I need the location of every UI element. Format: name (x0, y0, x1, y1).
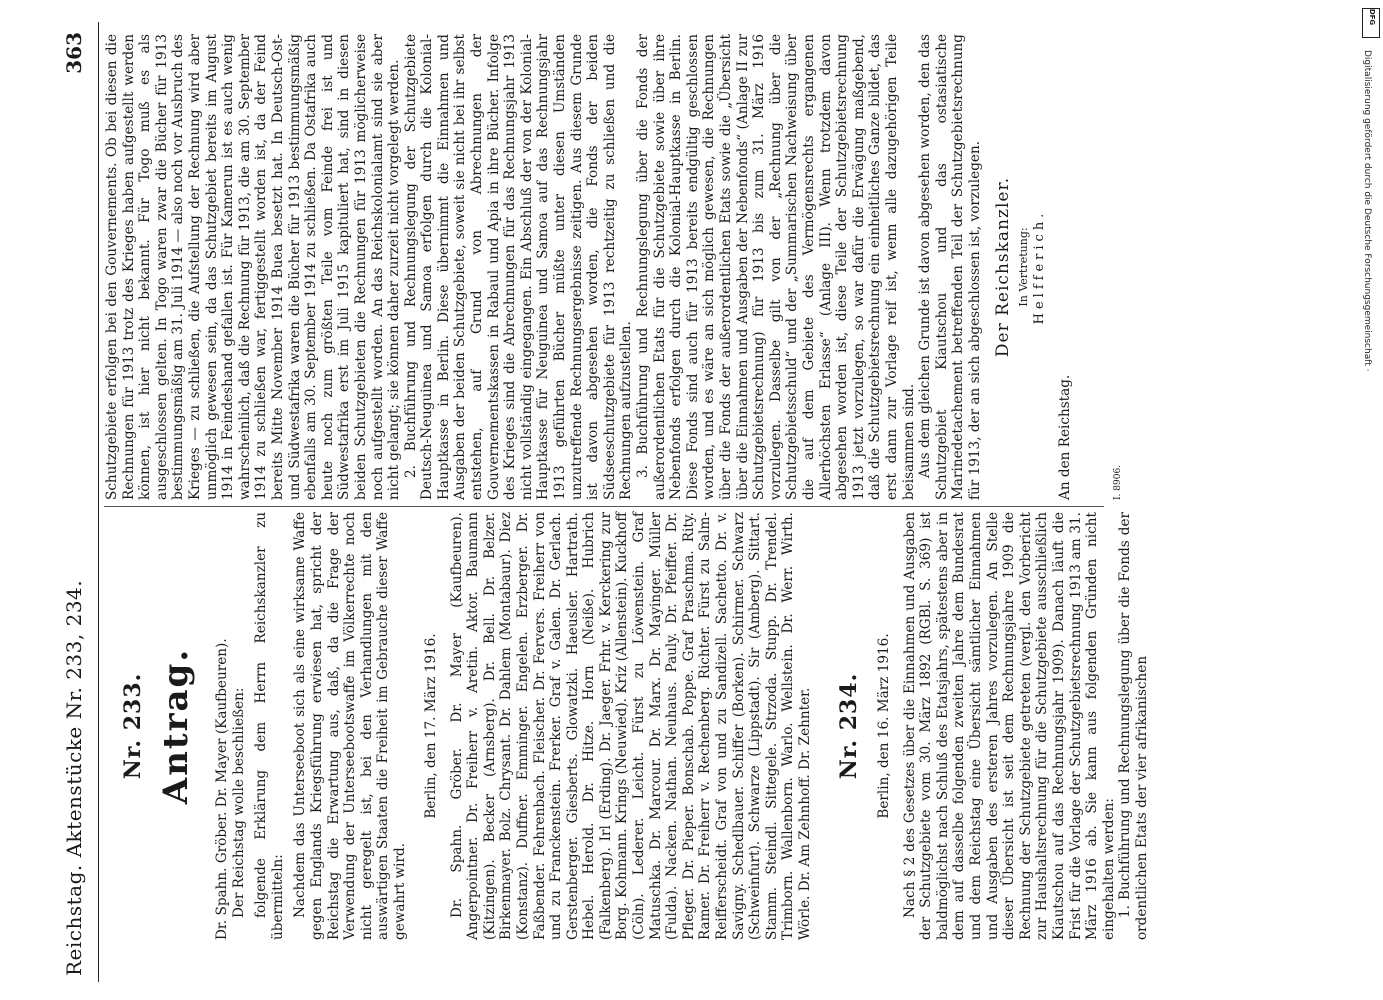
signatories: Dr. Spahn. Gröber. Dr. Mayer (Kaufbeuren). Angerpointner. Dr. Freiherr v. Aretin. Aktor. Baumann (Kitzingen). Becker (Arnsberg). Dr. Bell. Dr. Belzer. Birkenmayer. Bolz. Chrysant. Dr. Dahlem (Montabaur). Diez (Konstanz). Duffner. Emminger. Engelen. Erzberger. Dr. Faßbender. Fehrenbach. Fleischer. Dr. Fervers. Freiherr von und zu Franckenstein. Frerker. Graf v. Galen. Dr. Gerlach. Gerstenberger. Giesberts. Glowatzki. Haeusler. Hartrath. Hebel. Herold. Dr. Hitze. Horn (Neiße). Hubrich (Falkenberg). Irl (Erding). Dr. Jaeger. Frhr. v. Kerckering zur Borg. Kohmann. Krings (Neuwied). Kriz (Allenstein). Kuckhoff (Cöln). Lederer. Leicht. Fürst zu Löwenstein. Graf Matuschka. Dr. Marcour. Dr. Marx. Dr. Mayinger. Müller (Fulda). Nacken. Nathan. Neuhaus. Pauly. Dr. Pfeiffer. Dr. Pfleger. Dr. Pieper. Bonschab. Poppe. Graf Praschma. Rity. Ramer. Dr. Freiherr v. Rechenberg. Richter. Fürst zu Salm-Reifferscheidt. Graf von und zu Sandizell. Sachetto. Dr. v. Savigny. Schedlbauer. Schiffer (Borken). Schirmer. Schwarz (Schweinfurt). Schwarze (Lippstadt). Sir (Amberg). Sittart. Stamm. Steindl. Sittegele. Strzoda. Stupp. Dr. Trendel. Trimborn. Wallenborn. Warlo. Wellstein. Dr. Werr. Wirth. Wörle. Dr. Am Zehnhoff. Dr. Zehnter. (448, 511, 813, 940)
left-column (104, 511, 1150, 940)
digitization-note: Digitalisierung gefördert durch die Deutsche Forschungsgemeinschaft · (1362, 50, 1372, 372)
dfg-logo-text: DFG (1368, 8, 1377, 26)
dfg-logo (1362, 8, 1380, 38)
header-rule (98, 22, 99, 982)
nr-234-heading: Nr. 234. (835, 672, 862, 780)
antrag-heading: Antrag. (156, 647, 196, 805)
running-title: Reichstag. Aktenstücke Nr. 233, 234. (62, 579, 86, 976)
page-header (62, 22, 96, 982)
signature-name: Helfferich. (1032, 209, 1048, 325)
file-code: I. 8906. (1113, 464, 1124, 500)
nr-233-heading: Nr. 233. (120, 672, 146, 780)
request-item: folgende Erklärung dem Herrn Reichskanzler zu übermitteln: (253, 512, 286, 940)
point-1-start: 1. Buchführung und Rechnungslegung über die Fonds der ordentlichen Etats der vier afrikanischen (1117, 512, 1150, 940)
proposers: Dr. Spahn. Gröber. Dr. Mayer (Kaufbeuren). (214, 638, 230, 940)
signature-title: Der Reichskanzler. (993, 176, 1014, 358)
digitization-stamp (1358, 10, 1378, 990)
right-column (104, 34, 1124, 500)
addressee: An den Reichstag. (1057, 374, 1074, 500)
request-text: Nachdem das Unterseeboot sich als eine wirksame Waffe gegen Englands Kriegsführung erwiesen hat, spricht der Reichstag die Erwartung aus, daß, da die Frage der Verwendung der Unterseebootswaffe im Völkerrechte noch nicht geregelt ist, bei den Verhandlungen mit den auswärtigen Staaten die Freiheit im Gebrauche dieser Waffe gewahrt wird. (292, 512, 408, 940)
column-separator (104, 506, 1104, 507)
point-1-continued: Schutzgebiete erfolgen bei den Gouvernements. Ob bei diesen die Rechnungen für 1913 trotz des Krieges haben aufgestellt werden können, ist hier nicht bekannt. Für Togo muß es als ausgeschlossen gelten. In Togo waren zwar die Bücher für 1913 bestimmungsmäßig am 31. Juli 1914 — also noch vor Ausbruch des Krieges — zu schließen, die Aufstellung der Rechnung wird aber unmöglich gewesen sein, da das Schutzgebiet bereits im August 1914 in Feindeshand gefallen ist. Für Kamerun ist es auch wenig wahrscheinlich, daß die Rechnung für 1913, die am 30. September 1914 zu schließen war, fertiggestellt worden ist, da der Feind bereits Mitte November 1914 Buea besetzt hat. In Deutsch-Ost- und Südwestafrika waren die Bücher für 1913 bestimmungsmäßig ebenfalls am 30. September 1914 zu schließen. Da Ostafrika auch heute noch zum größten Teile vom Feinde frei ist und Südwestafrika erst im Juli 1915 kapituliert hat, sind in diesen beiden Schutzgebieten die Rechnungen für 1913 möglicherweise noch aufgestellt worden. An das Reichskolonialamt sind sie aber nicht gelangt; sie können daher zurzeit nicht vorgelegt werden. (104, 34, 403, 500)
intro: Der Reichstag wolle beschließen: (230, 687, 247, 918)
point-3: 3. Buchführung und Rechnungslegung über die Fonds der außerordentlichen Etats für die Schutzgebiete sowie über ihre Nebenfonds erfolgen durch die Kolonial-Hauptkasse in Berlin. Diese Fonds sind auch für 1913 bereits endgültig geschlossen worden, und es wäre an sich möglich gewesen, die Rechnungen über die Fonds der außerordentlichen Etats sowie die „Übersicht über die Einnahmen und Ausgaben der Nebenfonds“ (Anlage II zur Schutzgebietsrechnung) für 1913 bis zum 31. März 1916 vorzulegen. Dasselbe gilt von der „Rechnung über die Schutzgebietsschuld“ und der „Summarischen Nachweisung über die auf dem Gebiete des Vermögensrechts ergangenen Allerhöchsten Erlasse“ (Anlage III). Wenn trotzdem davon abgesehen worden ist, diese Teile der Schutzgebietsrechnung 1913 jetzt vorzulegen, so war dafür die Erwägung maßgebend, daß die Schutzgebietsrechnung ein einheitliches Ganze bildet, das erst dann zur Vorlage reif ist, wenn alle dazugehörigen Teile beisammen sind. (635, 34, 917, 500)
paragraph-234: Nach § 2 des Gesetzes über die Einnahmen und Ausgaben der Schutzgebiete vom 30. März 1892 (RGBl. S. 369) ist baldmöglichst nach Schluß des Etatsjahrs, spätestens aber in dem auf dasselbe folgenden zweiten Jahre dem Bundesrat und dem Reichstag eine Übersicht sämtlicher Einnahmen und Ausgaben des ersteren Jahres vorzulegen. An Stelle dieser Übersicht ist seit dem Rechnungsjahre 1909 die Rechnung der Schutzgebiete getreten (vergl. den Vorbericht zur Haushaltsrechnung für die Schutzgebiete ausschließlich Kiautschou auf das Rechnungsjahr 1909). Danach läuft die Frist für die Vorlage der Schutzgebietsrechnung 1913 am 31. März 1916 ab. Sie kann aus folgenden Gründen nicht eingehalten werden: (901, 512, 1117, 940)
signature-deputy-note: In Vertretung: (1017, 227, 1031, 307)
date-234: Berlin, den 16. März 1916. (875, 633, 892, 819)
closing-paragraph: Aus dem gleichen Grunde ist davon abgesehen worden, den das Schutzgebiet Kiautschou und das ostasiatische Marinedetachement betreffenden Teil der Schutzgebietsrechnung für 1913, der an sich abgeschlossen ist, vorzulegen. (917, 34, 983, 500)
point-2: 2. Buchführung und Rechnungslegung der Schutzgebiete Deutsch-Neuguinea und Samoa erfolgen durch die Kolonial-Hauptkasse in Berlin. Diese übernimmt die Einnahmen und Ausgaben der beiden Schutzgebiete, soweit sie nicht bei ihr selbst entstehen, auf Grund von Abrechnungen der Gouvernementskassen in Rabaul und Apia in ihre Bücher. Infolge des Krieges sind die Abrechnungen für das Rechnungsjahr 1913 nicht vollständig eingegangen. Ein Abschluß der von der Kolonial-Hauptkasse für Neuguinea und Samoa auf das Rechnungsjahr 1913 geführten Bücher müßte unter diesen Umständen unzutreffende Rechnungsergebnisse zeitigen. Aus diesem Grunde ist davon abgesehen worden, die Fonds der beiden Südseeschutzgebiete für 1913 rechtzeitig zu schließen und die Rechnungen aufzustellen. (402, 34, 635, 500)
page-number: 363 (62, 32, 86, 74)
date-233: Berlin, den 17. März 1916. (422, 633, 439, 819)
